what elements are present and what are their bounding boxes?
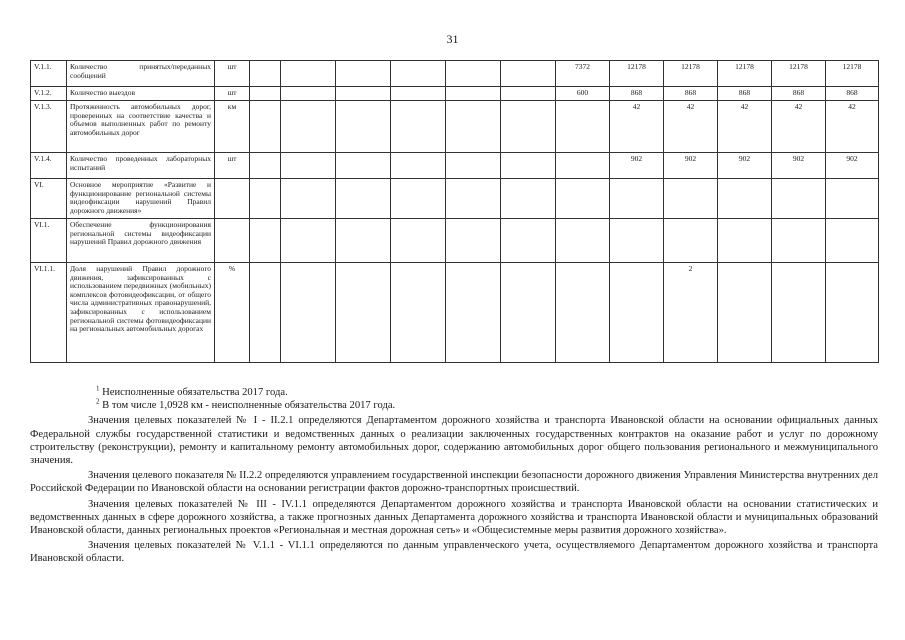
value-cell (250, 179, 281, 219)
footnote-2 (30, 399, 878, 412)
value-cell (281, 179, 336, 219)
value-cell (826, 219, 879, 263)
value-cell (826, 263, 879, 363)
value-cell (772, 263, 826, 363)
value-cell: 42 (826, 101, 879, 153)
footnote-text: Неисполненные обязательства 2017 года. (102, 387, 288, 398)
table-row (31, 87, 879, 101)
value-cell (501, 219, 556, 263)
value-cell (446, 87, 501, 101)
value-cell (336, 263, 391, 363)
value-cell (391, 153, 446, 179)
value-cell (250, 219, 281, 263)
value-cell (250, 263, 281, 363)
footnote-mark: 1 (96, 384, 100, 393)
indicator-name: Протяженность автомобильных дорог, проверенных на соответствие качества и объемов выполненных работ по ремонту автомобильных дорог (67, 101, 215, 153)
value-cell (336, 153, 391, 179)
value-cell (501, 153, 556, 179)
value-cell (446, 219, 501, 263)
value-cell (391, 263, 446, 363)
value-cell (250, 153, 281, 179)
value-cell (718, 179, 772, 219)
value-cell: 12178 (664, 61, 718, 87)
value-cell (281, 263, 336, 363)
table-row (31, 263, 879, 363)
value-cell (664, 179, 718, 219)
unit-cell: км (215, 101, 250, 153)
paragraph-2: Значения целевого показателя № II.2.2 определяются управлением государственной инспекции безопасности дорожного движения Управления Министерства внутренних дел Российской Федерации по Ивановской области на основании регистрации фактов дорожно-транспортных происшествий. (30, 470, 878, 495)
value-cell (336, 87, 391, 101)
table-row (31, 179, 879, 219)
row-number: V.1.3. (31, 101, 67, 153)
value-cell: 7372 (556, 61, 610, 87)
row-number: V.1.4. (31, 153, 67, 179)
value-cell: 868 (826, 87, 879, 101)
value-cell (336, 101, 391, 153)
value-cell: 42 (772, 101, 826, 153)
value-cell (281, 219, 336, 263)
value-cell: 12178 (718, 61, 772, 87)
row-number: VI.1.1. (31, 263, 67, 363)
unit-cell: % (215, 263, 250, 363)
value-cell (664, 219, 718, 263)
value-cell (610, 219, 664, 263)
indicator-name: Количество проведенных лабораторных испытаний (67, 153, 215, 179)
value-cell (772, 219, 826, 263)
value-cell (391, 87, 446, 101)
page-number: 31 (446, 32, 459, 46)
value-cell (556, 219, 610, 263)
indicator-name: Количество выездов (67, 87, 215, 101)
value-cell: 868 (772, 87, 826, 101)
value-cell (772, 179, 826, 219)
indicators-table (30, 60, 879, 363)
value-cell: 12178 (826, 61, 879, 87)
table-row (31, 153, 879, 179)
value-cell (391, 61, 446, 87)
value-cell: 12178 (772, 61, 826, 87)
value-cell (391, 219, 446, 263)
value-cell: 42 (718, 101, 772, 153)
value-cell (446, 179, 501, 219)
unit-cell (215, 219, 250, 263)
value-cell (718, 219, 772, 263)
value-cell (610, 263, 664, 363)
unit-cell: шт (215, 61, 250, 87)
value-cell: 868 (610, 87, 664, 101)
unit-cell: шт (215, 87, 250, 101)
table-row (31, 101, 879, 153)
value-cell: 42 (610, 101, 664, 153)
value-cell (250, 87, 281, 101)
value-cell (556, 263, 610, 363)
value-cell (826, 179, 879, 219)
value-cell (446, 153, 501, 179)
row-number: V.1.1. (31, 61, 67, 87)
value-cell (718, 263, 772, 363)
value-cell (391, 179, 446, 219)
value-cell: 902 (718, 153, 772, 179)
value-cell: 42 (664, 101, 718, 153)
notes-section (30, 386, 878, 566)
value-cell (556, 179, 610, 219)
value-cell (336, 61, 391, 87)
value-cell (501, 179, 556, 219)
footnote-1 (30, 386, 878, 399)
value-cell (610, 179, 664, 219)
value-cell (501, 61, 556, 87)
unit-cell (215, 179, 250, 219)
value-cell (250, 101, 281, 153)
value-cell (336, 219, 391, 263)
value-cell (501, 263, 556, 363)
indicator-name: Количество принятых/переданных сообщений (67, 61, 215, 87)
value-cell (446, 263, 501, 363)
value-cell: 600 (556, 87, 610, 101)
indicator-name: Обеспечение функционирования региональной системы видеофиксации нарушений Правил дорожного движения (67, 219, 215, 263)
value-cell (391, 101, 446, 153)
footnote-mark: 2 (96, 397, 100, 406)
value-cell (501, 87, 556, 101)
value-cell (281, 153, 336, 179)
value-cell (501, 101, 556, 153)
value-cell (336, 179, 391, 219)
value-cell (446, 101, 501, 153)
value-cell (446, 61, 501, 87)
value-cell (281, 101, 336, 153)
value-cell (556, 101, 610, 153)
value-cell (556, 153, 610, 179)
value-cell (281, 87, 336, 101)
value-cell (250, 61, 281, 87)
paragraph-3: Значения целевых показателей № III - IV.1.1 определяются Департаментом дорожного хозяйства и транспорта Ивановской области на основании статистических и ведомственных данных в сфере дорожного хозяйства, а также прогнозных данных Департамента дорожного хозяйства и транспорта Ивановской области и муниципальных образований Ивановской области, данных региональных проектов «Региональная и местная дорожная сеть» и «Общесистемные меры развития дорожного хозяйства». (30, 498, 878, 537)
value-cell: 902 (664, 153, 718, 179)
value-cell: 902 (610, 153, 664, 179)
value-cell: 902 (826, 153, 879, 179)
unit-cell: шт (215, 153, 250, 179)
footnote-text: В том числе 1,0928 км - неисполненные обязательства 2017 года. (102, 400, 396, 412)
value-cell: 902 (772, 153, 826, 179)
value-cell (281, 61, 336, 87)
value-cell: 12178 (610, 61, 664, 87)
value-cell: 868 (718, 87, 772, 101)
indicator-name: Доля нарушений Правил дорожного движения, зафиксированных с использованием передвижных (мобильных) комплексов фотовидеофиксации, от общего числа административных правонарушений, зафиксированных с использованием региональной системы фотовидеофиксации на региональных автомобильных дорогах (67, 263, 215, 363)
indicator-name: Основное мероприятие «Развитие и функционирование региональной системы видеофиксации нарушений Правил дорожного движения» (67, 179, 215, 219)
row-number: VI.1. (31, 219, 67, 263)
paragraph-1: Значения целевых показателей № I - II.2.1 определяются Департаментом дорожного хозяйства и транспорта Ивановской области на основании официальных данных Федеральной службы государственной статистики и ведомственных данных о реализации заключенных государственных контрактов на оказание работ и услуг по дорожному строительству (реконструкции), ремонту и капитальному ремонту автомобильных дорог, содержанию автомобильных дорог общего пользования регионального и межмуниципального значения. (30, 415, 878, 467)
row-number: V.1.2. (31, 87, 67, 101)
value-cell: 868 (664, 87, 718, 101)
paragraph-4: Значения целевых показателей № V.1.1 - VI.1.1 определяются по данным управленческого учета, осуществляемого Департаментом дорожного хозяйства и транспорта Ивановской области. (30, 540, 878, 565)
value-cell: 2 (664, 263, 718, 363)
row-number: VI. (31, 179, 67, 219)
table-row (31, 61, 879, 87)
table-row (31, 219, 879, 263)
